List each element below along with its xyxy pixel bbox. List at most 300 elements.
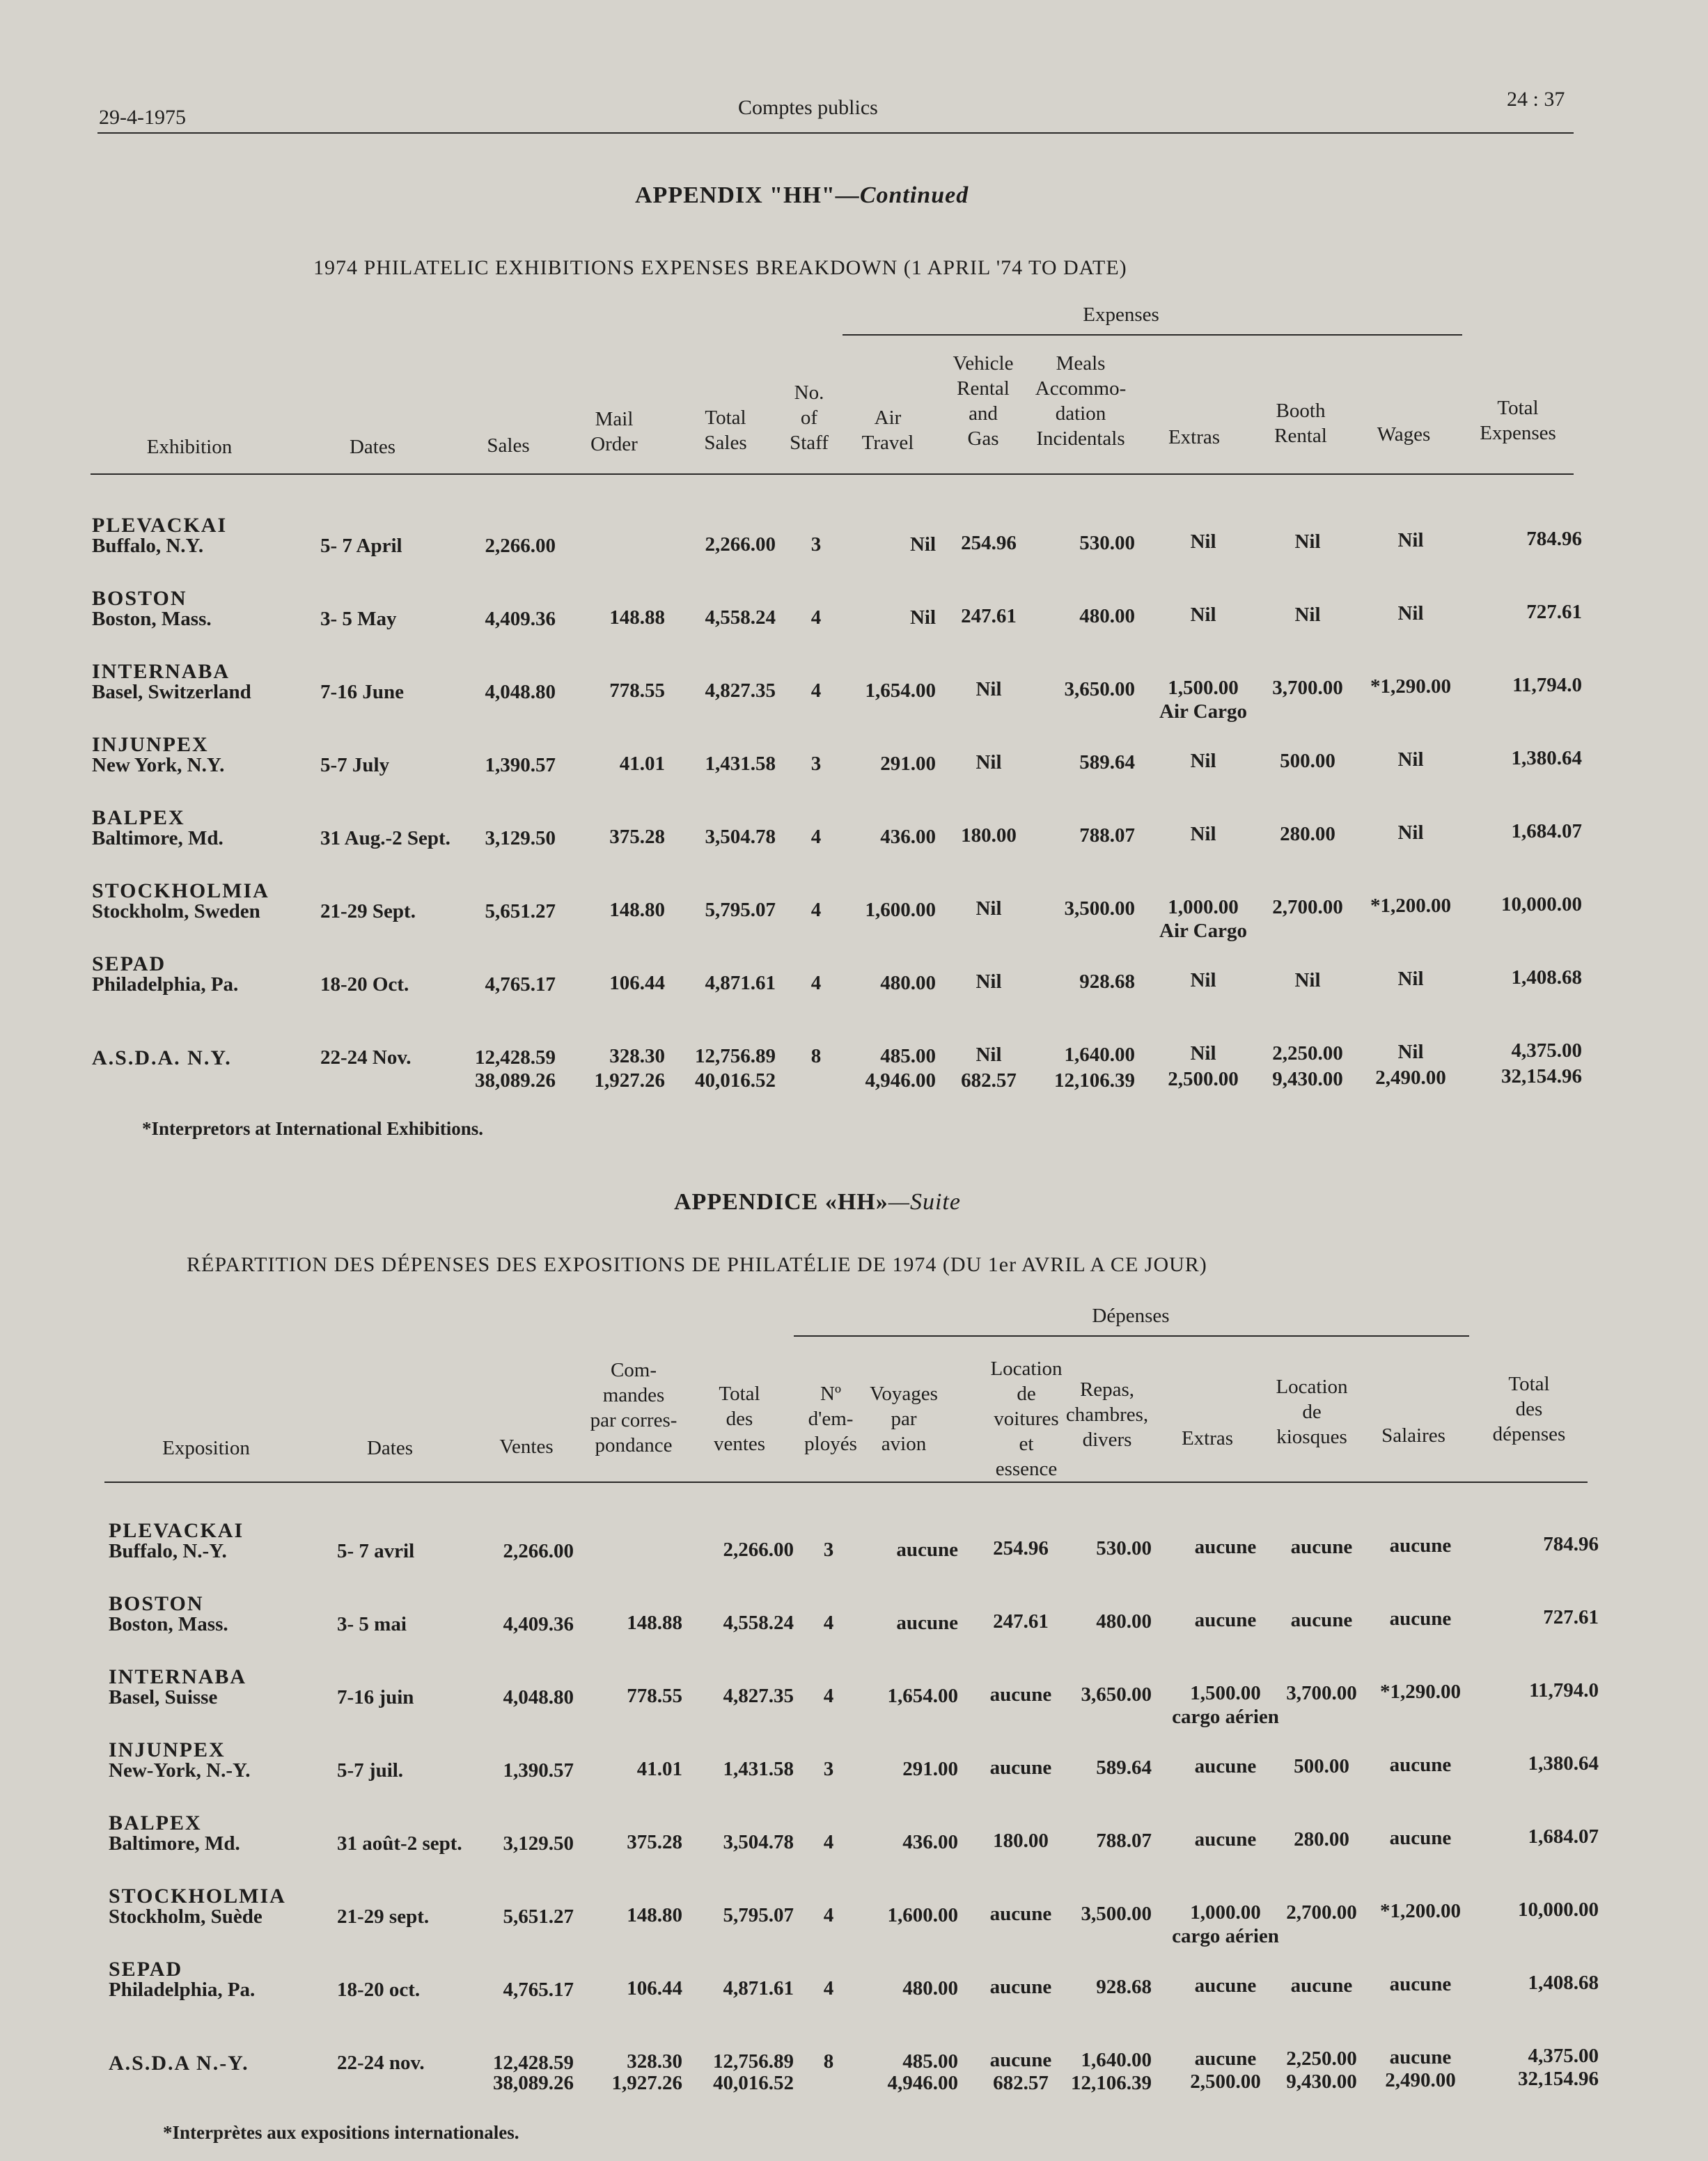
english-title-continued: —Continued [835,182,969,208]
english-table-subtitle: 1974 PHILATELIC EXHIBITIONS EXPENSES BREAKDOWN (1 APRIL '74 TO DATE) [313,256,1127,279]
total-sales-sum: 38,089.26 [475,1069,556,1092]
extras-value: aucune [1194,1755,1257,1777]
air-travel-value: aucune [896,1612,958,1634]
col-header-vehicle-line: Vehicle [953,352,1014,375]
air-travel-value: 436.00 [880,826,936,848]
total-expenses-value: 4,375.00 [1511,1039,1582,1062]
total-expenses-value: 1,408.68 [1511,966,1582,989]
vehicle-value: aucune [989,1976,1052,1998]
extras-value: aucune [1194,1536,1257,1558]
wages-value: aucune [1389,1827,1452,1849]
booth-value: 2,700.00 [1286,1901,1357,1924]
col-header-staff-line: Staff [790,432,829,454]
column-header-rule [104,1482,1588,1483]
total-extras-sum: 2,500.00 [1190,2070,1261,2093]
booth-value: 2,250.00 [1286,2048,1357,2070]
extras-value: Nil [1190,531,1216,553]
col-header-mail-order-line: Com- [610,1359,657,1381]
col-header-total-expenses [1413,395,1622,446]
booth-value: Nil [1294,969,1321,991]
staff-count: 4 [810,899,822,921]
col-header-mail-order-line: par corres- [590,1409,677,1431]
total-sales-grand-sum: 40,016.52 [713,2072,794,2094]
col-header-mail-order-line: Order [590,433,638,455]
col-header-air-travel-line: Voyages [870,1383,938,1405]
exhibition-name: INTERNABA [109,1665,247,1688]
col-header-vehicle-line: de [1017,1383,1036,1405]
mail-order-value: 148.88 [609,606,665,629]
col-header-total-expenses [1425,1372,1633,1447]
booth-value: aucune [1290,1609,1353,1631]
total-sales-value: 2,266.00 [705,533,776,556]
booth-value: 3,700.00 [1272,677,1343,699]
total-meals-sum: 12,106.39 [1071,2072,1152,2094]
wages-value: Nil [1397,822,1424,844]
sales-value: 1,390.57 [503,1759,574,1782]
col-header-mail-order-line: Mail [595,408,634,430]
total-expenses-value: 1,684.07 [1511,820,1582,842]
sales-value: 2,266.00 [503,1540,574,1562]
booth-value: aucune [1290,1974,1353,1997]
mail-order-value: 148.88 [627,1612,682,1634]
exhibition-location: New York, N.Y. [92,754,225,776]
col-header-exhibition-line: Exhibition [146,436,233,458]
exhibition-name: SEPAD [92,952,166,975]
col-header-total-expenses-line: Expenses [1480,422,1556,444]
exhibition-name: INJUNPEX [92,733,209,756]
col-header-wages-line: Wages [1377,423,1431,446]
exhibition-name: INTERNABA [92,660,230,683]
total-sales-value: 4,827.35 [723,1685,794,1707]
air-travel-value: 485.00 [880,1045,936,1067]
col-header-booth-line: Booth [1276,400,1326,422]
table-footnote: *Interpretors at International Exhibitions. [142,1118,484,1139]
booth-value: 3,700.00 [1286,1682,1357,1704]
sales-value: 5,651.27 [485,900,556,922]
staff-count: 4 [810,972,822,994]
col-header-meals-line: chambres, [1065,1404,1149,1426]
wages-value: aucune [1389,1973,1452,1995]
sales-value: 4,048.80 [503,1686,574,1708]
exhibition-dates: 5- 7 April [320,535,402,557]
expenses-group-label: Dépenses [1092,1305,1170,1327]
total-vehicle-sum: 682.57 [961,1069,1017,1092]
vehicle-value: 254.96 [961,532,1017,554]
exhibition-name: BALPEX [92,806,185,829]
exhibition-dates: 5-7 juil. [337,1759,404,1782]
col-header-vehicle-line: voitures [994,1408,1059,1430]
staff-count: 4 [823,1977,834,1999]
sales-value: 4,409.36 [503,1613,574,1635]
wages-value: *1,200.00 [1380,1900,1461,1922]
vehicle-value: 180.00 [993,1830,1049,1852]
meals-value: 1,640.00 [1081,2049,1152,2071]
booth-value: 280.00 [1294,1828,1349,1850]
staff-count: 3 [810,753,822,775]
mail-order-value: 41.01 [619,753,665,775]
exhibition-dates: 22-24 nov. [337,2052,425,2074]
meals-value: 589.64 [1096,1757,1152,1779]
total-sales-value: 12,756.89 [695,1045,776,1067]
staff-count: 4 [810,606,822,629]
vehicle-value: 247.61 [993,1610,1049,1633]
vehicle-value: Nil [976,678,1002,700]
exhibition-location: Stockholm, Sweden [92,900,260,922]
total-mail-order-sum: 1,927.26 [594,1069,665,1092]
col-header-staff-line: d'em- [808,1408,854,1430]
air-travel-value: 1,600.00 [865,899,936,921]
staff-count: 4 [810,679,822,702]
col-header-meals-line: dation [1055,402,1106,425]
table-footnote: *Interprètes aux expositions internationales. [163,2122,519,2143]
exhibition-name: PLEVACKAI [109,1519,244,1542]
exhibition-dates: 31 Aug.-2 Sept. [320,827,450,849]
vehicle-value: Nil [976,751,1002,773]
col-header-dates-line: Dates [349,436,396,458]
staff-count: 3 [823,1539,834,1561]
air-travel-value: 485.00 [902,2050,958,2073]
header-rule [97,132,1574,134]
booth-value: 2,250.00 [1272,1042,1343,1064]
total-sales-value: 5,795.07 [705,899,776,921]
exhibition-location: Buffalo, N.-Y. [109,1540,227,1562]
total-expenses-value: 1,380.64 [1511,747,1582,769]
wages-value: *1,200.00 [1370,895,1451,917]
col-header-dates-line: Dates [366,1437,414,1459]
mail-order-value: 106.44 [609,972,665,994]
staff-count: 4 [823,1831,834,1853]
extras-value: Nil [1190,969,1216,991]
sales-value: 12,428.59 [475,1046,556,1069]
total-expenses-sum: 32,154.96 [1518,2068,1599,2090]
total-meals-sum: 12,106.39 [1054,1069,1135,1092]
exhibition-dates: 31 août-2 sept. [337,1832,462,1855]
col-header-vehicle-line: Rental [957,377,1010,400]
total-expenses-value: 11,794.0 [1529,1679,1599,1702]
extras-value: 1,500.00 [1168,677,1239,699]
booth-value: 500.00 [1294,1755,1349,1777]
extras-value: 1,000.00 [1168,896,1239,918]
mail-order-value: 778.55 [627,1685,682,1707]
col-header-exhibition [102,1436,311,1461]
total-sales-grand-sum: 40,016.52 [695,1069,776,1092]
extras-note: cargo aérien [1172,1706,1279,1728]
exhibition-location: New-York, N.-Y. [109,1759,251,1782]
staff-count: 4 [823,1685,834,1707]
col-header-mail-order-line: pondance [595,1434,673,1456]
air-travel-value: 480.00 [902,1977,958,1999]
meals-value: 480.00 [1079,605,1135,627]
total-expenses-value: 10,000.00 [1518,1899,1599,1921]
total-sales-value: 4,827.35 [705,679,776,702]
exhibition-dates: 18-20 oct. [337,1979,421,2001]
meals-value: 530.00 [1079,532,1135,554]
meals-value: 3,500.00 [1064,897,1135,920]
exhibition-name: A.S.D.A N.-Y. [109,2052,249,2075]
mail-order-value: 375.28 [609,826,665,848]
total-expenses-value: 4,375.00 [1528,2045,1599,2067]
total-sales-value: 2,266.00 [723,1539,794,1561]
col-header-meals-line: Meals [1056,352,1106,375]
exhibition-name: BALPEX [109,1812,202,1834]
col-header-air-travel-line: Air [874,407,902,429]
vehicle-value: aucune [989,1757,1052,1779]
col-header-air-travel-line: avion [881,1433,927,1455]
col-header-vehicle-line: et [1019,1433,1034,1455]
french-title-main: APPENDICE «HH» [674,1189,888,1215]
vehicle-value: Nil [976,1044,1002,1066]
extras-value: 1,500.00 [1190,1682,1261,1704]
air-travel-value: Nil [909,533,936,556]
exhibition-dates: 22-24 Nov. [320,1046,412,1069]
meals-value: 3,500.00 [1081,1903,1152,1925]
vehicle-value: Nil [976,897,1002,920]
air-travel-value: aucune [896,1539,958,1561]
total-sales-value: 4,558.24 [723,1612,794,1634]
total-expenses-value: 10,000.00 [1501,893,1582,916]
col-header-vehicle-line: and [969,402,998,425]
staff-count: 4 [810,826,822,848]
header-date: 29-4-1975 [99,106,186,129]
english-title-main: APPENDIX "HH" [635,182,836,208]
expenses-group-rule [794,1335,1469,1337]
mail-order-value: 148.80 [609,899,665,921]
exhibition-dates: 5-7 July [320,754,390,776]
col-header-sales-line: Ventes [499,1436,554,1458]
col-header-staff-line: ployés [804,1433,857,1455]
exhibition-name: INJUNPEX [109,1738,226,1761]
staff-count: 8 [823,2050,834,2073]
total-expenses-value: 784.96 [1543,1533,1599,1555]
meals-value: 788.07 [1079,824,1135,847]
exhibition-location: Basel, Switzerland [92,681,251,703]
booth-value: Nil [1294,604,1321,626]
sales-value: 2,266.00 [485,535,556,557]
header-page-number: 24 : 37 [1507,88,1565,111]
extras-value: Nil [1190,823,1216,845]
exhibition-location: Baltimore, Md. [92,827,224,849]
vehicle-value: 254.96 [993,1537,1049,1559]
total-sales-value: 12,756.89 [713,2050,794,2073]
col-header-total-sales-line: des [726,1408,753,1430]
col-header-meals-line: Repas, [1079,1378,1135,1401]
sales-value: 5,651.27 [503,1905,574,1928]
col-header-total-sales-line: Total [719,1383,760,1405]
col-header-vehicle-line: essence [995,1458,1058,1480]
col-header-exhibition [85,434,294,459]
exhibition-location: Philadelphia, Pa. [109,1979,256,2001]
extras-value: Nil [1190,750,1216,772]
exhibition-location: Philadelphia, Pa. [92,973,239,996]
sales-value: 4,765.17 [485,973,556,996]
french-appendix-title [674,1189,961,1216]
sales-value: 4,409.36 [485,608,556,630]
mail-order-value: 328.30 [627,2050,682,2073]
extras-value: aucune [1194,1609,1257,1631]
meals-value: 928.68 [1096,1976,1152,1998]
wages-value: Nil [1397,1041,1424,1063]
exhibition-dates: 18-20 Oct. [320,973,409,996]
col-header-meals-line: divers [1082,1429,1132,1451]
exhibition-name: BOSTON [109,1592,204,1615]
meals-value: 1,640.00 [1064,1044,1135,1066]
extras-value: aucune [1194,1974,1257,1997]
mail-order-value: 778.55 [609,679,665,702]
col-header-booth-line: de [1302,1401,1322,1423]
staff-count: 8 [810,1045,822,1067]
column-header-rule [91,473,1574,475]
extras-note: cargo aérien [1172,1925,1279,1947]
col-header-staff-line: No. [794,382,824,404]
total-expenses-value: 727.61 [1543,1606,1599,1628]
total-expenses-value: 784.96 [1526,528,1582,550]
exhibition-location: Baltimore, Md. [109,1832,240,1855]
sales-value: 4,048.80 [485,681,556,703]
meals-value: 3,650.00 [1064,678,1135,700]
total-booth-sum: 9,430.00 [1272,1068,1343,1090]
wages-value: aucune [1389,1534,1452,1557]
col-header-total-expenses-line: dépenses [1492,1423,1566,1445]
vehicle-value: Nil [976,971,1002,993]
col-header-mail-order-line: mandes [602,1384,665,1406]
col-header-vehicle-line: Location [990,1358,1063,1380]
wages-value: aucune [1389,1754,1452,1776]
wages-value: *1,290.00 [1380,1681,1461,1703]
total-expenses-value: 727.61 [1526,601,1582,623]
header-title: Comptes publics [738,96,878,119]
col-header-air-travel-line: par [891,1408,917,1430]
total-sales-value: 1,431.58 [723,1758,794,1780]
exhibition-name: SEPAD [109,1958,183,1981]
total-sales-sum: 38,089.26 [493,2072,574,2094]
exhibition-name: A.S.D.A. N.Y. [92,1046,232,1069]
total-sales-value: 3,504.78 [705,826,776,848]
col-header-meals-line: Incidentals [1036,427,1125,450]
total-sales-value: 1,431.58 [705,753,776,775]
total-vehicle-sum: 682.57 [993,2072,1049,2094]
col-header-sales-line: Sales [487,434,530,457]
exhibition-location: Basel, Suisse [109,1686,218,1708]
mail-order-value: 375.28 [627,1831,682,1853]
air-travel-value: 1,654.00 [865,679,936,702]
col-header-air-travel-line: Travel [861,432,914,454]
wages-value: Nil [1397,529,1424,551]
col-header-extras-line: Extras [1181,1427,1234,1449]
total-sales-value: 4,558.24 [705,606,776,629]
exhibition-name: PLEVACKAI [92,514,228,537]
exhibition-dates: 21-29 sept. [337,1905,430,1928]
col-header-booth-line: kiosques [1276,1426,1347,1448]
col-header-booth-line: Rental [1274,425,1327,447]
air-travel-value: 291.00 [880,753,936,775]
meals-value: 928.68 [1079,971,1135,993]
french-title-suite: —Suite [888,1189,961,1215]
wages-value: Nil [1397,968,1424,990]
air-travel-value: Nil [909,606,936,629]
meals-value: 788.07 [1096,1830,1152,1852]
vehicle-value: aucune [989,1683,1052,1706]
booth-value: 500.00 [1280,750,1335,772]
meals-value: 530.00 [1096,1537,1152,1559]
exhibition-location: Boston, Mass. [92,608,212,630]
col-header-staff-line: Nº [820,1383,841,1405]
exhibition-dates: 7-16 June [320,681,405,703]
staff-count: 3 [823,1758,834,1780]
exhibition-dates: 5- 7 avril [337,1540,415,1562]
mail-order-value: 41.01 [636,1758,682,1780]
col-header-total-expenses-line: des [1515,1398,1543,1420]
exhibition-dates: 3- 5 mai [337,1613,407,1635]
staff-count: 4 [823,1904,834,1926]
staff-count: 4 [823,1612,834,1634]
vehicle-value: aucune [989,1903,1052,1925]
col-header-wages-line: Salaires [1381,1424,1445,1447]
total-expenses-value: 1,380.64 [1528,1752,1599,1775]
wages-value: Nil [1397,602,1424,624]
vehicle-value: aucune [989,2049,1052,2071]
booth-value: 280.00 [1280,823,1335,845]
booth-value: aucune [1290,1536,1353,1558]
total-expenses-value: 11,794.0 [1512,674,1582,696]
meals-value: 480.00 [1096,1610,1152,1633]
total-wages-sum: 2,490.00 [1385,2069,1456,2091]
wages-value: *1,290.00 [1370,675,1451,698]
staff-count: 3 [810,533,822,556]
booth-value: Nil [1294,531,1321,553]
total-sales-value: 4,871.61 [705,972,776,994]
extras-value: 1,000.00 [1190,1901,1261,1924]
mail-order-value: 328.30 [609,1045,665,1067]
booth-value: 2,700.00 [1272,896,1343,918]
mail-order-value: 148.80 [627,1904,682,1926]
air-travel-value: 436.00 [902,1831,958,1853]
exhibition-dates: 3- 5 May [320,608,397,630]
extras-value: aucune [1194,1828,1257,1850]
sales-value: 1,390.57 [485,754,556,776]
total-mail-order-sum: 1,927.26 [611,2072,682,2094]
exhibition-location: Buffalo, N.Y. [92,535,204,557]
exhibition-dates: 7-16 juin [337,1686,414,1708]
extras-note: Air Cargo [1159,920,1247,942]
col-header-total-sales-line: Total [705,407,746,429]
total-booth-sum: 9,430.00 [1286,2070,1357,2093]
english-appendix-title [635,182,969,209]
exhibition-location: Boston, Mass. [109,1613,228,1635]
total-sales-value: 5,795.07 [723,1904,794,1926]
total-extras-sum: 2,500.00 [1168,1068,1239,1090]
sales-value: 3,129.50 [485,827,556,849]
wages-value: aucune [1389,2046,1452,2068]
exhibition-location: Stockholm, Suède [109,1905,263,1928]
col-header-exhibition-line: Exposition [162,1437,250,1459]
air-travel-value: 291.00 [902,1758,958,1780]
col-header-total-sales-line: ventes [713,1433,766,1455]
meals-value: 589.64 [1079,751,1135,773]
vehicle-value: 180.00 [961,824,1017,847]
vehicle-value: 247.61 [961,605,1017,627]
col-header-vehicle-line: Gas [967,427,999,450]
total-expenses-sum: 32,154.96 [1501,1065,1582,1087]
col-header-staff-line: of [800,407,818,429]
sales-value: 4,765.17 [503,1979,574,2001]
exhibition-dates: 21-29 Sept. [320,900,416,922]
exhibition-name: STOCKHOLMIA [92,879,269,902]
exhibition-name: STOCKHOLMIA [109,1885,286,1908]
air-travel-value: 1,600.00 [887,1904,958,1926]
expenses-group-rule [843,334,1462,336]
meals-value: 3,650.00 [1081,1683,1152,1706]
extras-value: Nil [1190,604,1216,626]
